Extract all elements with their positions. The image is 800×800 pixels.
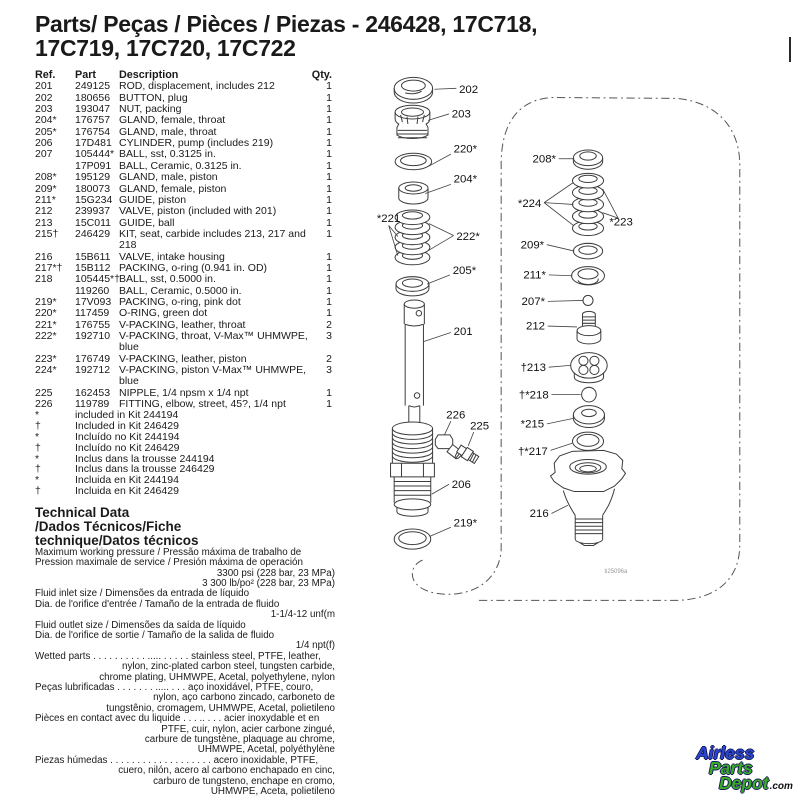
callout-leader-line: [444, 421, 450, 435]
footnote-text: included in Kit 244194: [75, 409, 179, 422]
logo-depot: Depot: [719, 773, 769, 793]
footnote-text: Incluído no Kit 244194: [75, 430, 180, 443]
cell-description: GLAND, male, piston: [119, 171, 218, 184]
part-207-ball-small: [583, 295, 593, 305]
part-226-elbow-fitting: [435, 435, 463, 460]
logo-airless: Airless: [696, 743, 755, 763]
part-215-carbide-seat: [573, 406, 604, 428]
cell-description: GLAND, female, throat: [119, 114, 226, 127]
table-row: [35, 274, 335, 285]
part-206-pump-cylinder: [391, 422, 435, 516]
cell-description: BALL, Ceramic, 0.3125 in.: [119, 159, 242, 172]
callout-leader-line: [427, 275, 450, 284]
callout-label: *221: [376, 212, 401, 225]
cell-qty: 1: [326, 193, 332, 206]
callout-label: 208*: [532, 153, 557, 166]
callout-leader-line: [548, 300, 583, 301]
cell-ref: 208*: [35, 171, 57, 184]
cell-description: NIPPLE, 1/4 npsm x 1/4 npt: [119, 386, 249, 399]
part-212-piston-valve: [577, 311, 601, 343]
cell-qty: 1: [326, 250, 332, 263]
technical-data-heading-line: /Dados Técnicos/Fiche: [35, 518, 182, 534]
cell-description: GUIDE, piston: [119, 193, 187, 206]
cell-qty: 1: [326, 171, 332, 184]
technical-data-line: carbure de tungstène, plaquage au chrome,: [144, 734, 335, 746]
cell-part: 17P091: [75, 159, 112, 172]
technical-data-line: nylon, aço carbono zincado, carboneto de: [153, 692, 335, 704]
logo-com: .com: [769, 781, 793, 792]
footnote-text: Incluído no Kit 246429: [75, 441, 180, 454]
cell-part: 17D481: [75, 137, 112, 150]
callout-label: †*217: [517, 445, 548, 458]
cell-description: GLAND, male, throat: [119, 125, 217, 138]
cell-description: BALL, sst, 0.5000 in.: [119, 273, 216, 286]
callout-leader-line: [468, 432, 473, 446]
cell-ref: 207: [35, 148, 53, 161]
table-row: [35, 172, 335, 183]
cell-part: 249125: [75, 80, 111, 93]
cell-qty: 1: [326, 114, 332, 127]
cell-part: 239937: [75, 205, 111, 218]
callout-label: 203: [451, 108, 471, 121]
cell-description: KIT, seat, carbide includes 213, 217 and 218: [119, 227, 306, 252]
cell-ref: 215†: [35, 227, 59, 240]
footnote-text: Inclus dans la trousse 244194: [75, 452, 215, 465]
parts-list-column: [35, 70, 335, 798]
callout-leader-line: [432, 484, 449, 494]
callout-leader-line: [549, 275, 573, 276]
cell-ref: 221*: [35, 318, 57, 331]
callout-label: 209*: [520, 239, 545, 252]
technical-data-line: Fluid inlet size / Dimensões da entrada de líquido: [35, 588, 250, 600]
cell-description: GLAND, female, piston: [119, 182, 227, 195]
cell-qty: 2: [326, 318, 332, 331]
cell-part: 15B112: [75, 261, 111, 274]
part-209-female-piston-gland: [573, 243, 602, 259]
callout-leader-line: [429, 236, 454, 251]
part-203-packing-nut: [395, 105, 430, 138]
cell-part: 176749: [75, 352, 111, 365]
callout-label: 212: [526, 320, 546, 333]
table-row: [35, 229, 335, 252]
technical-data-line: UHMWPE, Aceta, polietileno: [210, 786, 335, 798]
technical-data-heading-line: technique/Datos técnicos: [35, 532, 199, 548]
cell-qty: 1: [326, 182, 332, 195]
footnotes: [35, 410, 335, 496]
cell-ref: 222*: [35, 329, 57, 342]
part-213-ball-guide: [571, 353, 608, 383]
cell-part: 176755: [75, 318, 111, 331]
page-title-line1: Parts/ Peças / Pièces / Piezas - 246428, 17C718,: [35, 11, 538, 37]
callout-leader-line: [428, 114, 449, 120]
technical-data-line: carburo de tungsteno, enchape en cromo,: [153, 775, 335, 787]
callout-label: 202: [459, 83, 479, 96]
cell-part: 246429: [75, 227, 111, 240]
cell-ref: 218: [35, 273, 53, 286]
cell-part: 117459: [75, 307, 110, 320]
cell-ref: 226: [35, 398, 53, 411]
part-201-displacement-rod: [404, 300, 424, 432]
cell-part: 17V093: [75, 295, 112, 308]
callout-leader-line: [549, 365, 571, 367]
footnote-symbol: *: [35, 409, 40, 422]
cell-qty: 1: [326, 386, 332, 399]
cell-part: 193047: [75, 103, 111, 116]
footnote-symbol: †: [35, 420, 41, 433]
footnote-text: Incluida en Kit 244194: [75, 474, 179, 487]
callout-leader-line: [430, 527, 451, 536]
cell-qty: 1: [326, 216, 332, 229]
exploded-parts-diagram: [355, 60, 800, 700]
cell-description: GUIDE, ball: [119, 216, 175, 229]
cell-ref: 213: [35, 216, 53, 229]
technical-data-line: 3300 psi (228 bar, 23 MPa): [216, 567, 335, 579]
page-title: [35, 12, 755, 60]
cell-ref: 216: [35, 250, 53, 263]
cell-part: 162453: [75, 386, 111, 399]
cell-description: V-PACKING, leather, piston: [119, 352, 247, 365]
cell-description: VALVE, piston (included with 201): [119, 205, 277, 218]
cell-description: FITTING, elbow, street, 45?, 1/4 npt: [119, 398, 286, 411]
callout-leader-line: [429, 154, 451, 166]
cell-description: PACKING, o-ring (0.941 in. OD): [119, 261, 268, 274]
cell-description: V-PACKING, throat, V-Max™ UHMWPE, blue: [119, 329, 308, 354]
cell-qty: 2: [326, 352, 332, 365]
footnote-symbol: *: [35, 474, 40, 487]
cell-part: 15C011: [75, 216, 112, 229]
cell-ref: 201: [35, 80, 53, 93]
cell-qty: 3: [326, 329, 332, 342]
cell-ref: 217*†: [35, 261, 63, 274]
drawing-id: ti25096a: [604, 568, 628, 575]
cell-description: ROD, displacement, includes 212: [119, 80, 275, 93]
technical-data-line: UHMWPE, Acetal, polyéthylène: [197, 744, 335, 756]
cell-description: CYLINDER, pump (includes 219): [119, 137, 274, 150]
technical-data-body: [35, 548, 335, 798]
callout-leader-line: [547, 245, 574, 251]
callout-label: 207*: [521, 296, 546, 309]
part-219-o-ring-pink-dot: [394, 529, 431, 549]
cell-description: V-PACKING, leather, throat: [119, 318, 246, 331]
cell-part: 105445*†: [75, 273, 120, 286]
cell-ref: 202: [35, 91, 53, 104]
header-qty: Qty.: [311, 69, 332, 81]
technical-data-line: 3 300 lb/po² (228 bar, 23 MPa): [202, 577, 335, 589]
cell-description: V-PACKING, piston V-Max™ UHMWPE, blue: [119, 364, 307, 388]
cell-part: 195129: [75, 171, 111, 184]
cell-qty: 3: [326, 364, 332, 376]
technical-data-line: nylon, zinc-plated carbon steel, tungsten carbide,: [122, 661, 335, 673]
cell-ref: 203: [35, 103, 53, 116]
technical-data-line: Fluid outlet size / Dimensões da saída de líquido: [35, 619, 246, 631]
footnote-symbol: *: [35, 430, 40, 443]
cell-part: 15G234: [75, 193, 113, 206]
header-ref: Ref.: [35, 69, 56, 81]
callout-leader-line: [434, 88, 456, 89]
cell-ref: 212: [35, 205, 53, 218]
cell-qty: 1: [326, 159, 332, 172]
cell-qty: 1: [326, 398, 332, 411]
callout-label: 205*: [452, 264, 477, 277]
footnote-symbol: †: [35, 484, 41, 497]
cell-ref: 204*: [35, 114, 57, 127]
cell-qty: 1: [326, 261, 332, 274]
table-row: [35, 331, 335, 354]
cell-part: 180656: [75, 91, 111, 104]
callout-leader-line: [429, 224, 454, 236]
callout-label: *215: [520, 418, 545, 431]
logo: [694, 743, 800, 794]
cell-description: O-RING, green dot: [119, 307, 208, 320]
callout-label: 216: [529, 508, 549, 521]
callout-label: 219*: [453, 517, 478, 530]
cell-qty: 1: [326, 91, 332, 104]
callout-label: 201: [453, 326, 473, 339]
part-205-male-gland: [396, 277, 429, 296]
callout-leader-line: [547, 418, 574, 423]
callout-label: 220*: [453, 143, 478, 156]
cell-qty: 1: [326, 148, 332, 161]
technical-data-line: Maximum working pressure / Pressão máxima de trabalho de: [35, 546, 302, 558]
cell-part: 105444*: [75, 148, 115, 161]
part-217-o-ring: [572, 432, 603, 450]
callout-leader-line: [551, 505, 567, 513]
cell-qty: 1: [326, 307, 332, 320]
cell-qty: 1: [326, 103, 332, 116]
footnote-row: [35, 443, 335, 454]
callout-label: 204*: [453, 173, 478, 186]
page-crop-mark: [789, 37, 791, 62]
cell-ref: 205*: [35, 125, 57, 138]
cell-description: NUT, packing: [119, 103, 182, 116]
callout-leader-line: [548, 326, 577, 327]
cell-description: BALL, Ceramic, 0.5000 in.: [119, 284, 242, 297]
cell-ref: 224*: [35, 364, 57, 376]
cell-qty: 1: [326, 284, 332, 297]
callout-label: 211*: [523, 269, 546, 282]
footnote-text: Inclus dans la trousse 246429: [75, 463, 215, 476]
callout-label: †213: [520, 361, 546, 374]
part-208-male-piston-gland: [573, 150, 602, 169]
part-211-piston-guide: [572, 267, 605, 285]
cell-qty: 1: [326, 273, 332, 286]
callout-leader-line: [423, 332, 450, 341]
cell-description: PACKING, o-ring, pink dot: [119, 295, 241, 308]
cell-qty: 1: [326, 137, 332, 150]
technical-data-line: cuero, nilón, acero al carbono enchapado en cinc,: [118, 765, 335, 777]
footnote-row: [35, 486, 335, 497]
footnote-text: Incluida en Kit 246429: [75, 484, 179, 497]
cell-part: 15B611: [75, 250, 111, 263]
cell-part: 192710: [75, 329, 111, 342]
technical-data-line: tungstênio, cromagem, UHMWPE, Acetal, polietileno: [106, 702, 335, 714]
cell-qty: 1: [326, 80, 332, 93]
technical-data-line: 1-1/4-12 unf(m: [270, 609, 335, 621]
callout-leader-line: [544, 203, 573, 226]
callout-label: †*218: [518, 389, 549, 402]
callout-label: *223: [609, 216, 633, 229]
cell-qty: 1: [326, 295, 332, 308]
technical-data-line: Piezas húmedas . . . . . . . . . . . . . . . . . . . acero inoxidable, PTFE,: [35, 754, 319, 766]
cell-ref: 211*: [35, 193, 56, 206]
callout-leader-line: [425, 184, 451, 193]
cell-part: 192712: [75, 364, 111, 376]
cell-qty: 1: [326, 205, 332, 218]
technical-data-line: Pression maximale de service / Presión máxima de operación: [35, 557, 303, 569]
technical-data-heading: [35, 506, 335, 548]
part-223-224-piston-vpacking-stack: [572, 173, 603, 235]
cell-ref: 225: [35, 386, 53, 399]
cell-ref: 209*: [35, 182, 57, 195]
cell-qty: 1: [326, 227, 332, 240]
cell-part: 180073: [75, 182, 111, 195]
cell-ref: 220*: [35, 307, 57, 320]
part-218-ball-large: [582, 387, 597, 402]
cell-part: 119260: [75, 284, 110, 297]
technical-data-line: Dia. de l'orifice d'entrée / Tamaño de la entrada de fluido: [35, 598, 280, 610]
part-220-o-ring: [395, 153, 432, 169]
callout-label: *224: [517, 198, 542, 211]
cell-description: BALL, sst, 0.3125 in.: [119, 148, 216, 161]
technical-data-line: chrome plating, UHMWPE, Acetal, polyethylene, nylon: [99, 671, 335, 683]
part-204-female-gland: [399, 182, 428, 204]
cell-description: VALVE, intake housing: [119, 250, 225, 263]
cell-description: BUTTON, plug: [119, 91, 188, 104]
callout-leader-line: [551, 443, 573, 450]
callout-label: 226: [446, 409, 466, 422]
header-part: Part: [75, 69, 97, 81]
part-216-intake-housing: [551, 450, 626, 545]
table-row: [35, 365, 335, 388]
technical-data-heading-line: Technical Data: [35, 504, 130, 520]
part-202-button-plug: [394, 77, 432, 103]
table-row: [35, 308, 335, 319]
callout-leader-line: [544, 203, 573, 205]
cell-part: 176754: [75, 125, 111, 138]
table-row: [35, 206, 335, 217]
cell-ref: 219*: [35, 295, 57, 308]
callout-leader-line: [544, 183, 573, 203]
footnote-symbol: †: [35, 463, 41, 476]
parts-table-rows: [35, 81, 335, 410]
header-description: Description: [119, 69, 179, 81]
technical-data-line: Wetted parts . . . . . . . . . . ..... . . . . . stainless steel, PTFE, leather,: [35, 650, 321, 662]
cell-qty: 1: [326, 125, 332, 138]
page-title-line2: 17C719, 17C720, 17C722: [35, 35, 296, 61]
cell-part: 176757: [75, 114, 111, 127]
footnote-symbol: †: [35, 441, 41, 454]
footnote-text: Included in Kit 246429: [75, 420, 179, 433]
callout-label: 222*: [456, 231, 480, 244]
technical-data-line: 1/4 npt(f): [295, 640, 335, 652]
technical-data-line: PTFE, cuir, nylon, acier carbone zingué,: [161, 723, 335, 735]
logo-parts: Parts: [709, 758, 753, 778]
part-221-222-throat-vpacking-stack: [395, 210, 430, 265]
cell-ref: 206: [35, 137, 53, 150]
technical-data-line: Pièces en contact avec du liquide . . . .. . . . acier inoxydable et en: [35, 713, 320, 725]
technical-data-line: Dia. de l'orifice de sortie / Tamaño de la salida de fluido: [35, 630, 275, 641]
cell-part: 119789: [75, 398, 110, 411]
cell-ref: 223*: [35, 352, 57, 365]
technical-data-line: Peças lubrificadas . . . . . . . ..... . . . aço inoxidável, PTFE, couro,: [35, 682, 314, 694]
footnote-symbol: *: [35, 452, 40, 465]
callout-label: 225: [470, 420, 490, 433]
part-225-nipple-fitting: [456, 444, 480, 465]
callout-label: 206: [451, 478, 471, 491]
